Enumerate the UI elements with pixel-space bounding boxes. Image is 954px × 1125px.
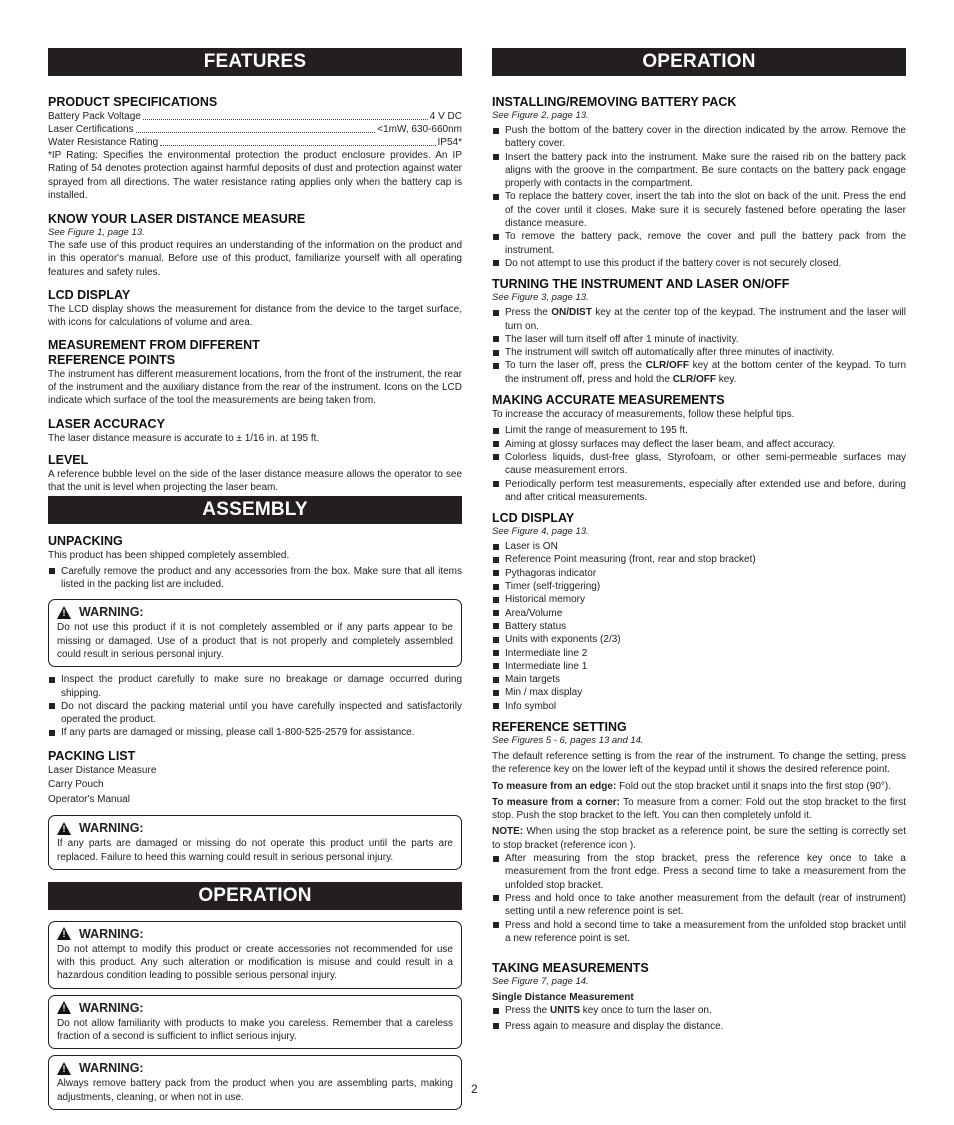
turning-heading: TURNING THE INSTRUMENT AND LASER ON/OFF <box>492 277 790 292</box>
edge-paragraph: To measure from an edge: Fold out the stop bracket until it snaps into the first stop (90°). <box>492 780 891 792</box>
battery-list <box>492 124 906 270</box>
packing-item: Laser Distance Measure <box>48 764 157 776</box>
figure-reference: See Figure 2, page 13. <box>492 110 589 121</box>
accurate-text: To increase the accuracy of measurements, follow these helpful tips. <box>492 409 795 421</box>
spec-row <box>48 136 462 149</box>
list-item: To remove the battery pack, remove the cover and pull the battery pack from the instrument. <box>492 230 906 257</box>
warning-triangle-icon: ! <box>57 927 71 940</box>
list-item: Insert the battery pack into the instrument. Make sure the raised rib on the battery pack aligns with the groove in the compartment. Be sure contacts on the battery pack engage properly with contacts in the compartment. <box>492 151 906 191</box>
note-paragraph: NOTE: When using the stop bracket as a reference point, be sure the setting is correctly set to stop bracket (reference icon ). <box>492 826 906 851</box>
list-item: Reference Point measuring (front, rear and stop bracket) <box>492 553 906 566</box>
figure-reference: See Figure 7, page 14. <box>492 976 589 988</box>
measurement-heading-2: REFERENCE POINTS <box>48 352 176 367</box>
list-item: Press again to measure and display the distance. <box>492 1020 906 1033</box>
list-item: Do not attempt to use this product if the battery cover is not securely closed. <box>492 257 906 270</box>
level-text: A reference bubble level on the side of the laser distance measure allows the operator to see that the unit is level when projecting the laser beam. <box>48 468 462 494</box>
warning-triangle-icon: ! <box>57 606 71 619</box>
list-item: Area/Volume <box>492 607 906 620</box>
list-item: After measuring from the stop bracket, press the reference key once to take a measurement from the front edge. Press a second time to take a measurement from the unfolded stop bracket. <box>492 852 906 892</box>
list-item: Inspect the product carefully to make sure no breakage or damage occurred during shipping. <box>48 673 462 700</box>
reference-text: The default reference setting is from the rear of the instrument. To change the setting, press the reference key on the lower left of the keypad until it shows the desired reference point. <box>492 750 906 776</box>
figure-reference: See Figure 3, page 13. <box>492 292 589 304</box>
warning-label: WARNING: <box>79 1000 144 1015</box>
operation-banner-left: OPERATION <box>48 882 462 910</box>
list-item: Min / max display <box>492 686 906 699</box>
warning-text: Do not attempt to modify this product or create accessories not recommended for use with this product. Any such alteration or modification is misuse and could result in a hazardous condition leading to possible serious personal injury. <box>57 943 453 982</box>
right-column <box>492 48 906 1033</box>
taking-list <box>492 1004 906 1033</box>
unpacking-list <box>48 565 462 592</box>
list-item: Press and hold a second time to take a measurement from the unfolded stop bracket until a new reference point is set. <box>492 919 906 946</box>
ip-rating-note: *IP Rating: Specifies the environmental protection the product enclosure provides. An IP Rating of 54 denotes protection against harmful deposits of dust and protection against water sprayed from all directions. The water resistance rating applies only when the battery cap is installed. <box>48 150 462 201</box>
warning-text: Always remove battery pack from the product when you are assembling parts, making adjustments, cleaning, or when not in use. <box>57 1078 453 1103</box>
taking-heading: TAKING MEASUREMENTS <box>492 961 649 976</box>
unpacking-text: This product has been shipped completely assembled. <box>48 550 290 562</box>
list-item: Pythagoras indicator <box>492 567 906 580</box>
list-item: Do not discard the packing material until you have carefully inspected and satisfactorily operated the product. <box>48 700 462 727</box>
list-item: Press and hold once to take another measurement from the default (rear of instrument) setting until a new reference point is set. <box>492 892 906 919</box>
measurement-heading: MEASUREMENT FROM DIFFERENT <box>48 337 260 352</box>
single-distance-subheading: Single Distance Measurement <box>492 992 634 1004</box>
accuracy-heading: LASER ACCURACY <box>48 416 165 431</box>
accuracy-text: The laser distance measure is accurate to ± 1/16 in. at 195 ft. <box>48 432 320 444</box>
key-name: UNITS <box>550 1005 581 1017</box>
list-item: The laser will turn itself off after 1 minute of inactivity. <box>492 333 906 346</box>
warning-box <box>48 815 462 870</box>
list-item: To turn the laser off, press the CLR/OFF key at the bottom center of the keypad. To turn the instrument off, press and hold the CLR/OFF key. <box>492 359 906 386</box>
figure-reference: See Figures 5 - 6, pages 13 and 14. <box>492 734 644 746</box>
list-item: Info symbol <box>492 700 906 713</box>
warning-label: WARNING: <box>79 1061 144 1076</box>
reference-heading: REFERENCE SETTING <box>492 719 627 734</box>
warning-label: WARNING: <box>79 605 144 620</box>
list-item: Main targets <box>492 673 906 686</box>
battery-heading: INSTALLING/REMOVING BATTERY PACK <box>492 95 737 109</box>
spec-value: IP54* <box>437 137 462 148</box>
reference-list <box>492 852 906 945</box>
warning-box <box>48 1055 462 1110</box>
warning-box <box>48 599 462 667</box>
key-name: CLR/OFF <box>645 360 689 372</box>
list-item: Press the UNITS key once to turn the laser on. <box>492 1004 906 1017</box>
warning-triangle-icon: ! <box>57 1062 71 1075</box>
list-item: The instrument will switch off automatically after three minutes of inactivity. <box>492 346 906 359</box>
list-item: Intermediate line 1 <box>492 660 906 673</box>
assembly-banner: ASSEMBLY <box>48 496 462 524</box>
list-item: Colorless liquids, dust-free glass, Styrofoam, or other semi-permeable surfaces may cause measurement errors. <box>492 451 906 478</box>
accurate-heading: MAKING ACCURATE MEASUREMENTS <box>492 393 725 408</box>
list-item: Units with exponents (2/3) <box>492 633 906 646</box>
features-banner: FEATURES <box>48 48 462 76</box>
list-item: Limit the range of measurement to 195 ft. <box>492 424 906 437</box>
list-item: Battery status <box>492 620 906 633</box>
list-item: Timer (self-triggering) <box>492 580 906 593</box>
list-item: Carefully remove the product and any accessories from the box. Make sure that all items listed in the packing list are included. <box>48 565 462 592</box>
spec-value: <1mW, 630-660nm <box>377 124 462 135</box>
know-heading: KNOW YOUR LASER DISTANCE MEASURE <box>48 212 306 227</box>
edge-label: To measure from an edge: <box>492 780 617 792</box>
list-item: Laser is ON <box>492 540 906 553</box>
product-specs-heading: PRODUCT SPECIFICATIONS <box>48 95 218 109</box>
inspect-list <box>48 673 462 739</box>
list-item: Periodically perform test measurements, especially after extended use and before, during and after critical measurements. <box>492 478 906 505</box>
spec-row <box>48 123 462 136</box>
warning-label: WARNING: <box>79 821 144 836</box>
list-item: Historical memory <box>492 593 906 606</box>
corner-paragraph: To measure from a corner: To measure from a corner: Fold out the stop bracket to the first stop. Push the stop bracket to the left. You can then completely unfold it. <box>492 796 906 822</box>
warning-triangle-icon: ! <box>57 1001 71 1014</box>
packing-item: Operator's Manual <box>48 793 130 805</box>
packing-heading: PACKING LIST <box>48 748 136 763</box>
left-column <box>48 48 462 1110</box>
list-item: Aiming at glossy surfaces may deflect the laser beam, and affect accuracy. <box>492 438 906 451</box>
list-item: Press the ON/DIST key at the center top of the keypad. The instrument and the laser will turn on. <box>492 306 906 333</box>
key-name: CLR/OFF <box>672 373 717 385</box>
warning-triangle-icon: ! <box>57 822 71 835</box>
lcd-list <box>492 540 906 713</box>
note-label: NOTE: <box>492 826 524 838</box>
know-text: The safe use of this product requires an understanding of the information on the product and in this operator's manual. Before use of this product, familiarize yourself with all operating features and safety rules. <box>48 240 462 278</box>
packing-item: Carry Pouch <box>48 779 104 791</box>
list-item: If any parts are damaged or missing, please call 1-800-525-2579 for assistance. <box>48 726 462 739</box>
spec-table <box>48 110 462 149</box>
corner-label: To measure from a corner: <box>492 796 620 808</box>
lcd-heading-right: LCD DISPLAY <box>492 511 575 526</box>
warning-text: Do not allow familiarity with products to make you careless. Remember that a careless fraction of a second is sufficient to inflict serious injury. <box>57 1017 453 1042</box>
unpacking-heading: UNPACKING <box>48 534 123 549</box>
warning-label: WARNING: <box>79 926 144 941</box>
warning-box <box>48 921 462 989</box>
turning-list <box>492 306 906 386</box>
figure-reference: See Figure 4, page 13. <box>492 526 589 538</box>
level-heading: LEVEL <box>48 452 89 467</box>
list-item: To replace the battery cover, insert the tab into the slot on back of the unit. Press the end of the cover until it closes. Make sure it is securely fastened before operating the laser distance measure. <box>492 190 906 230</box>
operation-banner-right: OPERATION <box>492 48 906 76</box>
page-number: 2 <box>471 1082 478 1096</box>
warning-text: Do not use this product if it is not completely assembled or if any parts appear to be missing or damaged. Use of a product that is not properly and completely assembled could result in serious personal injury. <box>57 622 453 660</box>
list-item: Push the bottom of the battery cover in the direction indicated by the arrow. Remove the battery cover. <box>492 124 906 151</box>
lcd-heading: LCD DISPLAY <box>48 288 131 303</box>
list-item: Intermediate line 2 <box>492 647 906 660</box>
accurate-list <box>492 424 906 504</box>
spec-value: 4 V DC <box>429 111 462 122</box>
warning-box <box>48 995 462 1050</box>
spec-label: Battery Pack Voltage <box>48 111 141 122</box>
lcd-text: The LCD display shows the measurement for distance from the device to the target surface, with icons for calculations of volume and area. <box>48 304 462 329</box>
key-name: ON/DIST <box>551 307 592 319</box>
spec-label: Water Resistance Rating <box>48 137 159 148</box>
warning-text: If any parts are damaged or missing do not operate this product until the parts are replaced. Failure to heed this warning could result in serious personal injury. <box>57 838 453 863</box>
figure-reference: See Figure 1, page 13. <box>48 227 145 239</box>
spec-row <box>48 110 462 123</box>
spec-label: Laser Certifications <box>48 124 134 135</box>
measurement-text: The instrument has different measurement locations, from the front of the instrument, the rear of the instrument and the auxiliary distance from the rear of the instrument. Icons on the LCD indicate which surface of the tool the measurements are being taken from. <box>48 368 462 407</box>
